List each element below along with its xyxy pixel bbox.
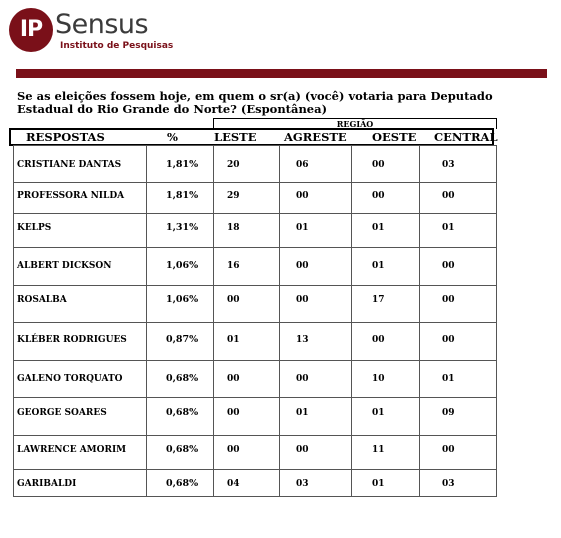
- brand-bar: [16, 69, 547, 78]
- percent-value: 1,81%: [166, 190, 199, 201]
- oeste-value: 10: [372, 374, 385, 384]
- agreste-value: 00: [296, 261, 309, 271]
- header-oeste: OESTE: [372, 130, 417, 144]
- percent-value: 0,68%: [166, 444, 199, 455]
- oeste-value: 00: [372, 335, 385, 345]
- column-divider: [496, 145, 497, 496]
- agreste-value: 01: [296, 223, 309, 233]
- oeste-value: 01: [372, 223, 385, 233]
- header-agreste: AGRESTE: [284, 130, 347, 144]
- oeste-value: 01: [372, 261, 385, 271]
- header-central: CENTRAL: [434, 130, 498, 144]
- row-divider: [13, 247, 497, 248]
- column-divider: [13, 145, 14, 496]
- candidate-name: KLÉBER RODRIGUES: [17, 335, 127, 345]
- oeste-value: 01: [372, 479, 385, 489]
- agreste-value: 13: [296, 335, 309, 345]
- candidate-name: KELPS: [17, 223, 52, 233]
- row-divider: [13, 435, 497, 436]
- agreste-value: 00: [296, 374, 309, 384]
- agreste-value: 03: [296, 479, 309, 489]
- central-value: 00: [442, 335, 455, 345]
- central-value: 00: [442, 261, 455, 271]
- column-divider: [146, 145, 147, 496]
- candidate-name: GARIBALDI: [17, 479, 77, 489]
- row-divider: [13, 213, 497, 214]
- header-respostas: RESPOSTAS: [26, 130, 105, 144]
- percent-value: 1,31%: [166, 222, 199, 233]
- logo-subtitle: Instituto de Pesquisas: [60, 41, 174, 51]
- percent-value: 0,87%: [166, 334, 199, 345]
- agreste-value: 06: [296, 160, 309, 170]
- candidate-name: PROFESSORA NILDA: [17, 191, 125, 201]
- header-leste: LESTE: [214, 130, 257, 144]
- row-divider: [13, 469, 497, 470]
- percent-value: 0,68%: [166, 407, 199, 418]
- leste-value: 04: [227, 479, 240, 489]
- oeste-value: 01: [372, 408, 385, 418]
- row-divider: [13, 182, 497, 183]
- central-value: 09: [442, 408, 455, 418]
- percent-value: 0,68%: [166, 373, 199, 384]
- central-value: 03: [442, 160, 455, 170]
- column-divider: [419, 145, 420, 496]
- question-text: Se as eleições fossem hoje, em quem o sr(a) (você) votaria para Deputado Estadual do Rio Grande do Norte? (Espontânea): [17, 89, 493, 116]
- row-divider: [13, 496, 497, 497]
- logo-mark: IP: [9, 8, 53, 52]
- percent-value: 1,81%: [166, 159, 199, 170]
- leste-value: 29: [227, 191, 240, 201]
- logo-name: Sensus: [55, 9, 149, 40]
- candidate-name: ALBERT DICKSON: [17, 261, 112, 271]
- leste-value: 20: [227, 160, 240, 170]
- row-divider: [13, 145, 497, 146]
- candidate-name: ROSALBA: [17, 295, 67, 305]
- central-value: 01: [442, 374, 455, 384]
- column-divider: [213, 145, 214, 496]
- header-percent: %: [167, 130, 178, 144]
- column-divider: [279, 145, 280, 496]
- row-divider: [13, 397, 497, 398]
- leste-value: 00: [227, 408, 240, 418]
- percent-value: 0,68%: [166, 478, 199, 489]
- leste-value: 00: [227, 295, 240, 305]
- central-value: 00: [442, 445, 455, 455]
- oeste-value: 00: [372, 191, 385, 201]
- row-divider: [13, 360, 497, 361]
- percent-value: 1,06%: [166, 260, 199, 271]
- candidate-name: GALENO TORQUATO: [17, 374, 123, 384]
- leste-value: 01: [227, 335, 240, 345]
- agreste-value: 00: [296, 191, 309, 201]
- row-divider: [13, 285, 497, 286]
- leste-value: 00: [227, 374, 240, 384]
- candidate-name: CRISTIANE DANTAS: [17, 160, 122, 170]
- column-divider: [351, 145, 352, 496]
- oeste-value: 11: [372, 445, 385, 455]
- percent-value: 1,06%: [166, 294, 199, 305]
- leste-value: 16: [227, 261, 240, 271]
- central-value: 00: [442, 295, 455, 305]
- candidate-name: LAWRENCE AMORIM: [17, 445, 127, 455]
- row-divider: [13, 322, 497, 323]
- agreste-value: 01: [296, 408, 309, 418]
- leste-value: 18: [227, 223, 240, 233]
- central-value: 01: [442, 223, 455, 233]
- leste-value: 00: [227, 445, 240, 455]
- central-value: 03: [442, 479, 455, 489]
- region-group-header: REGIÃO: [213, 118, 497, 129]
- agreste-value: 00: [296, 295, 309, 305]
- oeste-value: 17: [372, 295, 385, 305]
- oeste-value: 00: [372, 160, 385, 170]
- candidate-name: GEORGE SOARES: [17, 408, 107, 418]
- agreste-value: 00: [296, 445, 309, 455]
- central-value: 00: [442, 191, 455, 201]
